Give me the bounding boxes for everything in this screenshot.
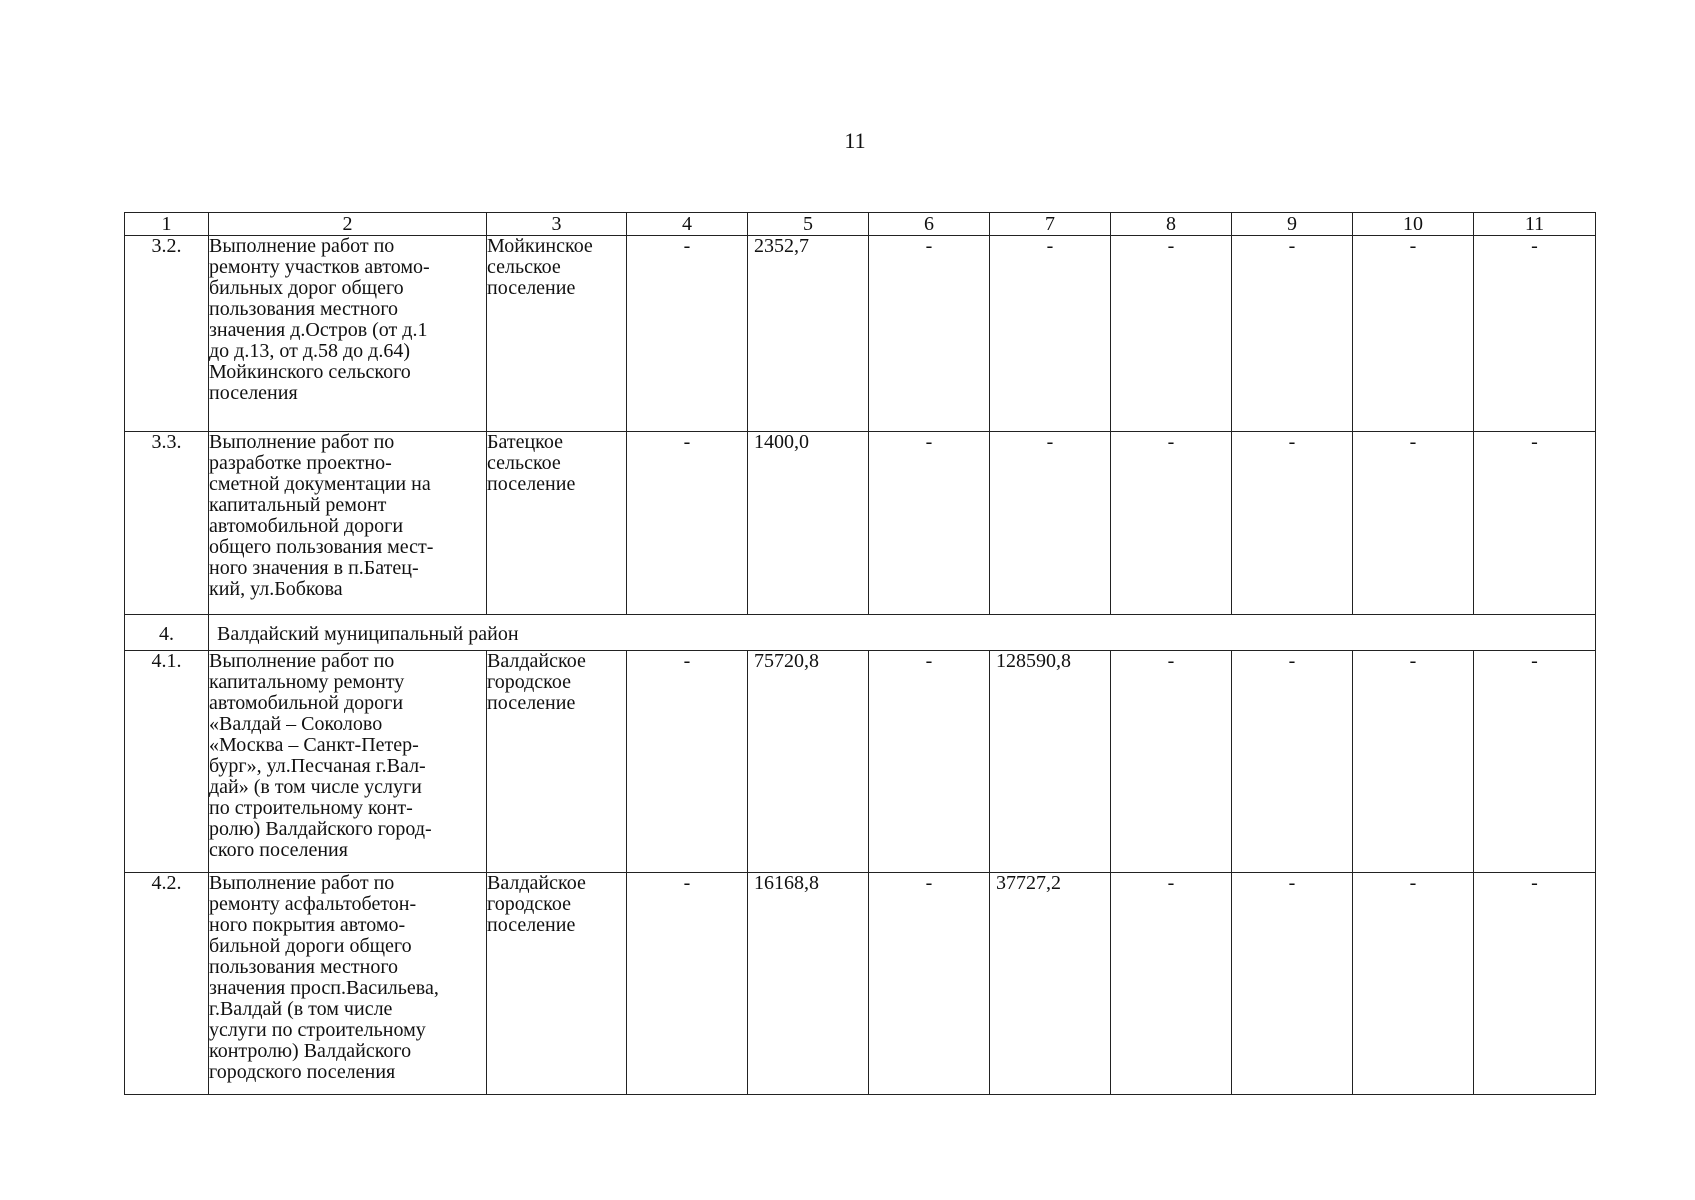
description-line: кий, ул.Бобкова <box>209 578 343 600</box>
description-line: значения д.Остров (от д.1 <box>209 319 428 341</box>
settlement <box>487 651 627 873</box>
column-header: 6 <box>869 213 990 236</box>
value-cell-7: - <box>990 432 1111 615</box>
value-cell-5: 16168,8 <box>748 873 869 1095</box>
value-cell-4: - <box>627 432 748 615</box>
description-line: значения просп.Васильева, <box>209 977 439 999</box>
table-row <box>125 651 1596 873</box>
description-line: ского поселения <box>209 839 348 861</box>
item-number: 3.3. <box>125 432 209 615</box>
value-cell-6: - <box>869 873 990 1095</box>
settlement-line: поселение <box>487 277 576 299</box>
description-line: г.Валдай (в том числе <box>209 998 393 1020</box>
description-line: ного значения в п.Батец- <box>209 557 419 579</box>
value-cell-7: - <box>990 236 1111 432</box>
settlement-line: поселение <box>487 473 576 495</box>
work-description <box>209 651 487 873</box>
settlement-line: поселение <box>487 914 576 936</box>
value-cell-9: - <box>1232 236 1353 432</box>
value-cell-7: 37727,2 <box>990 873 1111 1095</box>
column-header: 7 <box>990 213 1111 236</box>
value-cell-11: - <box>1474 651 1596 873</box>
value-cell-5: 1400,0 <box>748 432 869 615</box>
description-line: ремонту участков автомо- <box>209 256 430 278</box>
value-cell-11: - <box>1474 236 1596 432</box>
description-line: «Валдай – Соколово <box>209 713 383 735</box>
item-number: 4.1. <box>125 651 209 873</box>
column-header: 8 <box>1111 213 1232 236</box>
table-row <box>125 873 1596 1095</box>
settlement <box>487 873 627 1095</box>
column-header: 4 <box>627 213 748 236</box>
settlement <box>487 236 627 432</box>
value-cell-4: - <box>627 236 748 432</box>
value-cell-10: - <box>1353 651 1474 873</box>
description-line: ролю) Валдайского город- <box>209 818 432 840</box>
description-line: общего пользования мест- <box>209 536 434 558</box>
value-cell-5: 2352,7 <box>748 236 869 432</box>
table-row <box>125 236 1596 432</box>
page-number: 11 <box>844 128 866 153</box>
value-cell-8: - <box>1111 651 1232 873</box>
description-line: поселения <box>209 382 298 404</box>
description-line: пользования местного <box>209 956 399 978</box>
value-cell-4: - <box>627 651 748 873</box>
settlement-line: Батецкое <box>487 431 563 453</box>
work-description <box>209 873 487 1095</box>
description-line: автомобильной дороги <box>209 692 404 714</box>
item-number: 4.2. <box>125 873 209 1095</box>
value-cell-6: - <box>869 236 990 432</box>
description-line: автомобильной дороги <box>209 515 404 537</box>
value-cell-5: 75720,8 <box>748 651 869 873</box>
work-description <box>209 236 487 432</box>
settlement-line: поселение <box>487 692 576 714</box>
section-title: Валдайский муниципальный район <box>209 615 1596 651</box>
settlement-line: Валдайское <box>487 650 586 672</box>
settlement-line: сельское <box>487 256 561 278</box>
description-line: пользования местного <box>209 298 399 320</box>
column-header: 11 <box>1474 213 1596 236</box>
description-line: Выполнение работ по <box>209 431 395 453</box>
description-line: Выполнение работ по <box>209 872 395 894</box>
description-line: контролю) Валдайского <box>209 1040 412 1062</box>
description-line: разработке проектно- <box>209 452 392 474</box>
value-cell-8: - <box>1111 236 1232 432</box>
column-header: 9 <box>1232 213 1353 236</box>
description-line: услуги по строительному <box>209 1019 426 1041</box>
value-cell-6: - <box>869 432 990 615</box>
settlement-line: городское <box>487 671 572 693</box>
description-line: бильных дорог общего <box>209 277 404 299</box>
description-line: «Москва – Санкт-Петер- <box>209 734 419 756</box>
description-line: бильной дороги общего <box>209 935 412 957</box>
value-cell-10: - <box>1353 236 1474 432</box>
value-cell-10: - <box>1353 432 1474 615</box>
table-row <box>125 432 1596 615</box>
section-number: 4. <box>125 615 209 651</box>
description-line: Выполнение работ по <box>209 235 395 257</box>
settlement-line: сельское <box>487 452 561 474</box>
column-header: 10 <box>1353 213 1474 236</box>
description-line: по строительному конт- <box>209 797 413 819</box>
description-line: сметной документации на <box>209 473 431 495</box>
column-header: 5 <box>748 213 869 236</box>
description-line: дай» (в том числе услуги <box>209 776 422 798</box>
value-cell-9: - <box>1232 432 1353 615</box>
description-line: Мойкинского сельского <box>209 361 411 383</box>
settlement <box>487 432 627 615</box>
description-line: до д.13, от д.58 до д.64) <box>209 340 411 362</box>
value-cell-10: - <box>1353 873 1474 1095</box>
description-line: Выполнение работ по <box>209 650 395 672</box>
value-cell-8: - <box>1111 873 1232 1095</box>
value-cell-9: - <box>1232 651 1353 873</box>
value-cell-8: - <box>1111 432 1232 615</box>
settlement-line: Валдайское <box>487 872 586 894</box>
value-cell-11: - <box>1474 432 1596 615</box>
table-header-row <box>125 213 1596 236</box>
value-cell-11: - <box>1474 873 1596 1095</box>
value-cell-9: - <box>1232 873 1353 1095</box>
description-line: городского поселения <box>209 1061 396 1083</box>
value-cell-6: - <box>869 651 990 873</box>
description-line: капитальному ремонту <box>209 671 405 693</box>
settlement-line: городское <box>487 893 572 915</box>
description-line: капитальный ремонт <box>209 494 387 516</box>
column-header: 3 <box>487 213 627 236</box>
item-number: 3.2. <box>125 236 209 432</box>
column-header: 1 <box>125 213 209 236</box>
work-description <box>209 432 487 615</box>
budget-table <box>124 212 1596 1095</box>
description-line: ремонту асфальтобетон- <box>209 893 417 915</box>
column-header: 2 <box>209 213 487 236</box>
section-row <box>125 615 1596 651</box>
value-cell-4: - <box>627 873 748 1095</box>
settlement-line: Мойкинское <box>487 235 593 257</box>
value-cell-7: 128590,8 <box>990 651 1111 873</box>
description-line: ного покрытия автомо- <box>209 914 406 936</box>
description-line: бург», ул.Песчаная г.Вал- <box>209 755 426 777</box>
